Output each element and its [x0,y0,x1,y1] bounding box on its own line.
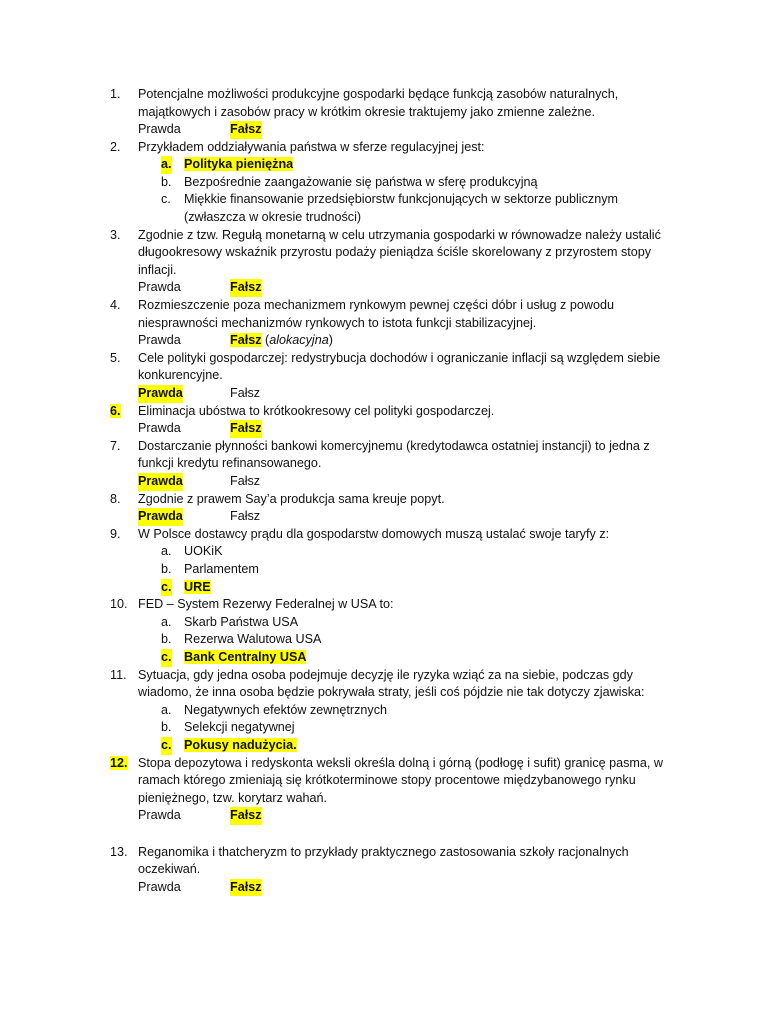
question-number: 7. [110,438,121,453]
option-text-selected: Pokusy nadużycia. [184,738,297,752]
option-text: Parlamentem [184,562,259,576]
option-letter: c. [161,649,172,667]
answer-true-selected: Prawda [138,385,183,403]
answer-true: Prawda [138,122,181,136]
question-number: 10. [110,597,128,612]
answer-note: alokacyjna [269,333,329,348]
answer-row [138,385,338,403]
answer-row [138,807,338,825]
answer-false: Fałsz [230,474,261,488]
option-text: Bezpośrednie zaangażowanie się państwa w sferę produkcyjną [184,174,538,189]
question-text: Przykładem oddziaływania państwa w sferze regulacyjnej jest: [138,139,485,154]
question-text: W Polsce dostawcy prądu dla gospodarstw domowych muszą ustalać swoje taryfy z: [138,526,610,541]
question-number-highlighted: 12. [110,755,128,770]
question-number: 11. [110,667,127,682]
question-number: 13. [110,844,128,859]
question-text: Potencjalne możliwości produkcyjne gospodarki będące funkcją zasobów naturalnych, majątkowych i zasobów pracy w krótkim okresie traktujemy jako zmienne zależne. [138,87,619,119]
answer-row [138,279,338,297]
question-text: Sytuacja, gdy jedna osoba podejmuje decyzję ile ryzyka wziąć za na siebie, podczas gdy wiadomo, że inna osoba będzie pokrywała straty, jeśli coś pójdzie nie tak dotyczy zjawiska: [138,667,645,700]
option-letter: c. [161,579,172,597]
answer-true: Prawda [138,808,181,823]
option-b [0,719,768,737]
question-number: 3. [110,227,121,242]
answer-row [138,420,338,438]
question-number: 9. [110,526,121,541]
option-letter: b. [161,174,172,189]
option-text-selected: Polityka pieniężna [184,157,294,172]
option-letter: a. [161,614,172,629]
option-letter: a. [161,702,172,717]
question-number-highlighted: 6. [110,403,121,418]
option-letter: a. [161,156,172,174]
option-a [0,543,768,561]
answer-true-selected: Prawda [138,473,183,491]
option-text: Selekcji negatywnej [184,720,295,735]
answer-false-selected: Fałsz [230,420,262,438]
option-text: Skarb Państwa USA [184,614,299,629]
answer-row [138,121,338,139]
question-number: 5. [110,350,121,365]
option-c [0,579,768,597]
option-letter: b. [161,720,172,735]
answer-true: Prawda [138,333,181,348]
answer-false-selected: Fałsz [230,333,262,348]
question-text: Cele polityki gospodarczej: redystrybucja dochodów i ograniczanie inflacji są względem siebie konkurencyjne. [138,350,661,383]
answer-false-selected: Fałsz [230,807,262,825]
question-text: Zgodnie z tzw. Regułą monetarną w celu utrzymania gospodarki w równowadze należy ustalić długookresowy wskaźnik przyrostu podaży pieniądza ściśle skorelowany z przyrostem stopy inflacji. [138,227,661,277]
question-text: Zgodnie z prawem Say’a produkcja sama kreuje popyt. [138,491,445,506]
answer-true: Prawda [138,421,181,436]
question-number: 1. [110,87,121,101]
answer-row [138,508,338,526]
option-letter: c. [161,737,172,755]
question-number: 8. [110,491,121,506]
answer-true-selected: Prawda [138,508,183,526]
option-c [0,737,768,755]
option-letter: c. [161,192,171,207]
option-text: Rezerwa Walutowa USA [184,632,322,647]
option-letter: b. [161,632,172,647]
option-b [0,631,768,649]
option-a [0,702,768,720]
question-number: 2. [110,139,121,154]
option-text: UOKiK [184,544,223,559]
option-b [0,174,768,192]
question-text: Dostarczanie płynności bankowi komercyjnemu (kredytodawca ostatniej instancji) to jedna z funkcji kredytu refinansowanego. [138,438,650,471]
answer-true: Prawda [138,879,181,894]
option-a [0,156,768,174]
question-number: 4. [110,298,121,312]
question-text: Rozmieszczenie poza mechanizmem rynkowym pewnej części dóbr i usług z powodu niesprawności mechanizmów rynkowych to istota funkcji stabilizacyjnej. [138,298,614,330]
option-c [0,649,768,667]
answer-row [138,879,338,897]
question-text: Reganomika i thatcheryzm to przykłady praktycznego zastosowania szkoły racjonalnych oczekiwań. [138,844,629,877]
option-letter: a. [161,544,172,559]
option-b [0,561,768,579]
question-text: Stopa depozytowa i redyskonta weksli określa dolną i górną (podłogę i sufit) granicę pasma, w ramach którego zmieniają się krótkoterminowe stopy procentowe międzybanowego rynku pieniężnego, tzw. korytarz wahań. [138,755,664,805]
option-c [0,191,768,226]
option-text: Miękkie finansowanie przedsiębiorstw funkcjonujących w sektorze publicznym (zwłaszcza w okresie trudności) [184,192,618,224]
answer-true: Prawda [138,280,181,295]
question-text: FED – System Rezerwy Federalnej w USA to: [138,597,394,612]
answer-false-selected: Fałsz [230,121,262,139]
option-letter: b. [161,562,172,576]
option-text: Negatywnych efektów zewnętrznych [184,702,387,717]
answer-false: Fałsz [230,386,261,400]
answer-false-selected: Fałsz [230,879,262,897]
answer-row [138,473,338,491]
answer-false: Fałsz [230,509,261,524]
answer-false-selected: Fałsz [230,279,262,297]
option-a [0,614,768,632]
question-text: Eliminacja ubóstwa to krótkookresowy cel polityki gospodarczej. [138,403,495,418]
option-text-selected: Bank Centralny USA [184,650,307,664]
answer-row: Prawda Fałsz (alokacyjna) [138,332,338,350]
option-text-selected: URE [184,579,211,594]
